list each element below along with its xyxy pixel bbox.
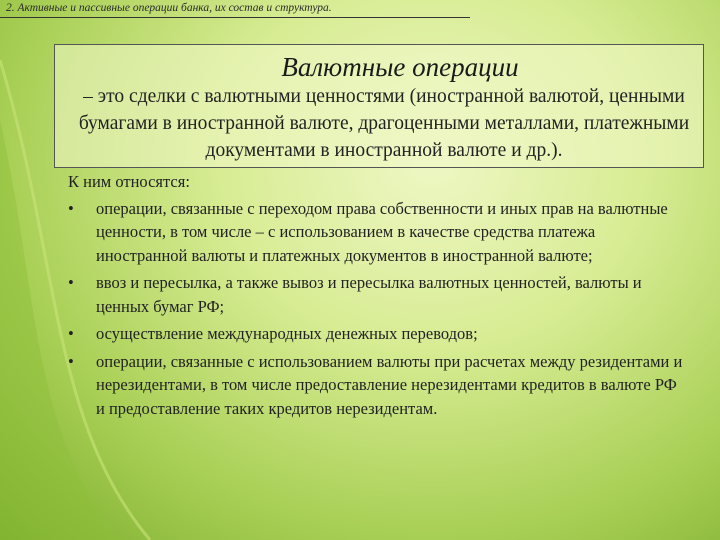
list-item-text: ввоз и пересылка, а также вывоз и пересылка валютных ценностей, валюты и ценных бумаг РФ; — [96, 273, 642, 316]
content-body — [68, 170, 688, 424]
header-divider — [0, 17, 470, 18]
list-item — [68, 271, 688, 318]
list-item — [68, 322, 688, 346]
breadcrumb: 2. Активные и пассивные операции банка, их состав и структура. — [6, 2, 332, 14]
list-item-text: операции, связанные с переходом права собственности и иных прав на валютные ценности, в том числе – с использованием в качестве средства платежа иностранной валюты и платежных документов в иностранной валюте; — [96, 198, 668, 265]
definition-text: – это сделки с валютными ценностями (иностранной валютой, ценными бумагами в иностранной валюте, драгоценными металлами, платежными документами в иностранной валюте и др.). — [78, 86, 690, 161]
list-item — [68, 197, 688, 268]
slide-title: Валютные операции — [281, 52, 519, 82]
list-intro: К ним относятся: — [68, 172, 190, 191]
bullet-icon: • — [68, 273, 74, 292]
operations-list — [68, 197, 688, 421]
bullet-icon: • — [68, 351, 74, 371]
bullet-icon: • — [68, 198, 74, 218]
list-item-text: операции, связанные с использованием валюты при расчетах между резидентами и нерезидентами, в том числе предоставление нерезидентами кредитов в валюте РФ и предоставление таких кредитов нерезидентам. — [96, 351, 683, 418]
list-item — [68, 350, 688, 421]
list-item-text: осуществление международных денежных переводов; — [96, 324, 478, 343]
bullet-icon: • — [68, 324, 74, 343]
